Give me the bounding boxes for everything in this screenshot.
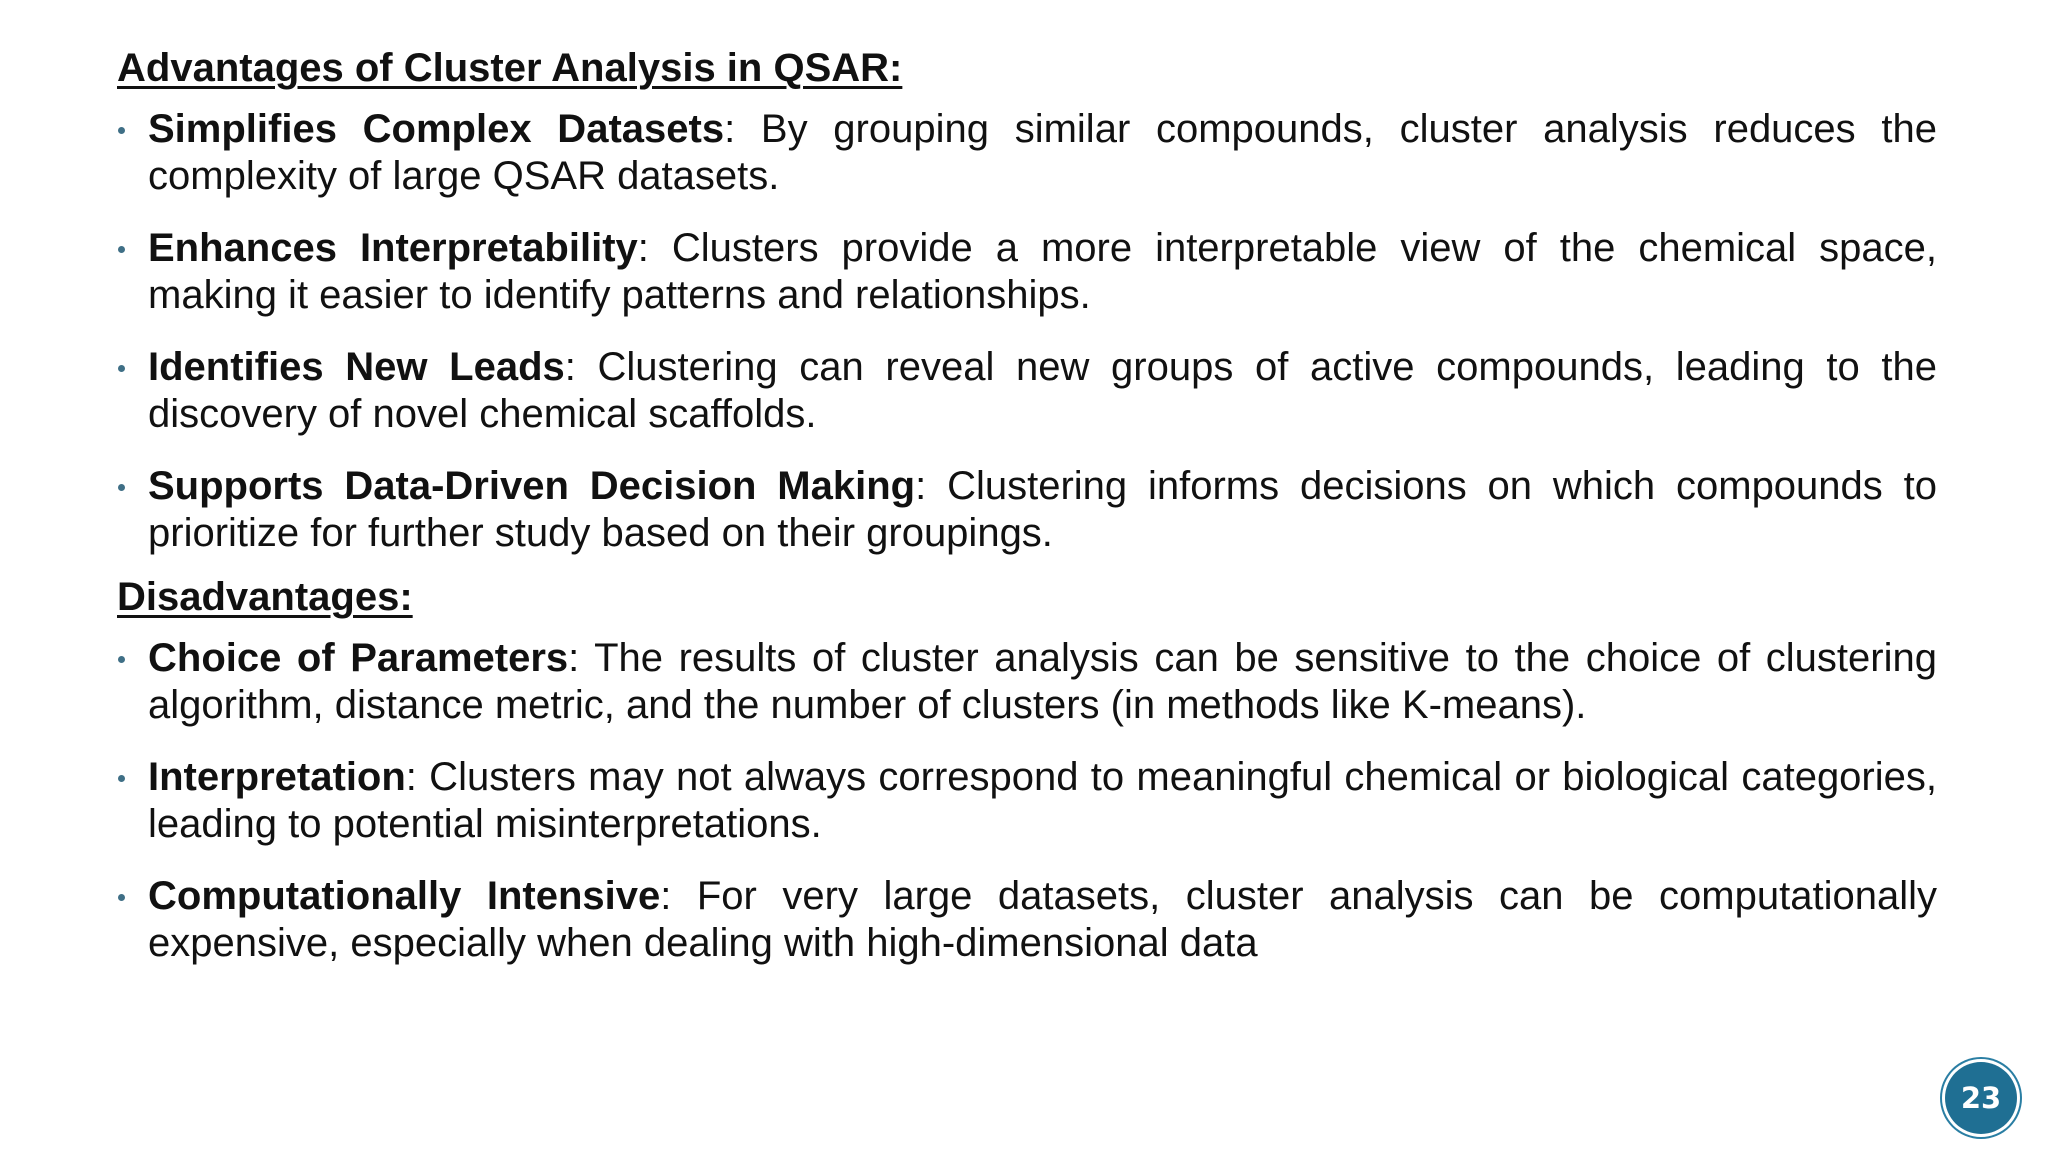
bullet-term: Computationally Intensive bbox=[148, 874, 661, 918]
slide-content bbox=[117, 42, 1937, 981]
list-item bbox=[117, 635, 1937, 729]
bullet-text: : For very large datasets, cluster analysis can be computationally expensive, especially when dealing with high-dimensional data bbox=[148, 874, 1937, 965]
bullet-text: : The results of cluster analysis can be sensitive to the choice of clustering algorithm, distance metric, and the number of clusters (in methods like K-means). bbox=[148, 636, 1937, 727]
bullet-dot-icon bbox=[118, 127, 125, 134]
disadvantages-list bbox=[117, 635, 1937, 967]
bullet-dot-icon bbox=[118, 484, 125, 491]
list-item bbox=[117, 344, 1937, 438]
bullet-term: Choice of Parameters bbox=[148, 636, 569, 680]
bullet-text: : Clustering informs decisions on which compounds to prioritize for further study based on their groupings. bbox=[148, 464, 1937, 555]
bullet-term: Identifies New Leads bbox=[148, 345, 565, 389]
advantages-list bbox=[117, 106, 1937, 557]
bullet-term: Supports Data-Driven Decision Making bbox=[148, 464, 916, 508]
bullet-term: Interpretation bbox=[148, 755, 406, 799]
list-item bbox=[117, 106, 1937, 200]
list-item bbox=[117, 754, 1937, 848]
bullet-dot-icon bbox=[118, 775, 125, 782]
bullet-text: : By grouping similar compounds, cluster analysis reduces the complexity of large QSAR datasets. bbox=[148, 107, 1938, 198]
disadvantages-heading: Disadvantages: bbox=[117, 575, 413, 619]
bullet-term: Enhances Interpretability bbox=[148, 226, 638, 270]
bullet-dot-icon bbox=[118, 365, 125, 372]
bullet-text: : Clusters may not always correspond to meaningful chemical or biological categories, leading to potential misinterpretations. bbox=[148, 755, 1937, 846]
bullet-text: : Clusters provide a more interpretable view of the chemical space, making it easier to identify patterns and relationships. bbox=[148, 226, 1937, 317]
bullet-text: : Clustering can reveal new groups of active compounds, leading to the discovery of novel chemical scaffolds. bbox=[148, 345, 1937, 436]
bullet-term: Simplifies Complex Datasets bbox=[148, 107, 725, 151]
bullet-dot-icon bbox=[118, 246, 125, 253]
bullet-dot-icon bbox=[118, 656, 125, 663]
list-item bbox=[117, 225, 1937, 319]
advantages-heading: Advantages of Cluster Analysis in QSAR: bbox=[117, 46, 903, 90]
bullet-dot-icon bbox=[118, 894, 125, 901]
list-item bbox=[117, 873, 1937, 967]
page-number-badge: 23 bbox=[1945, 1062, 2017, 1134]
list-item bbox=[117, 463, 1937, 557]
